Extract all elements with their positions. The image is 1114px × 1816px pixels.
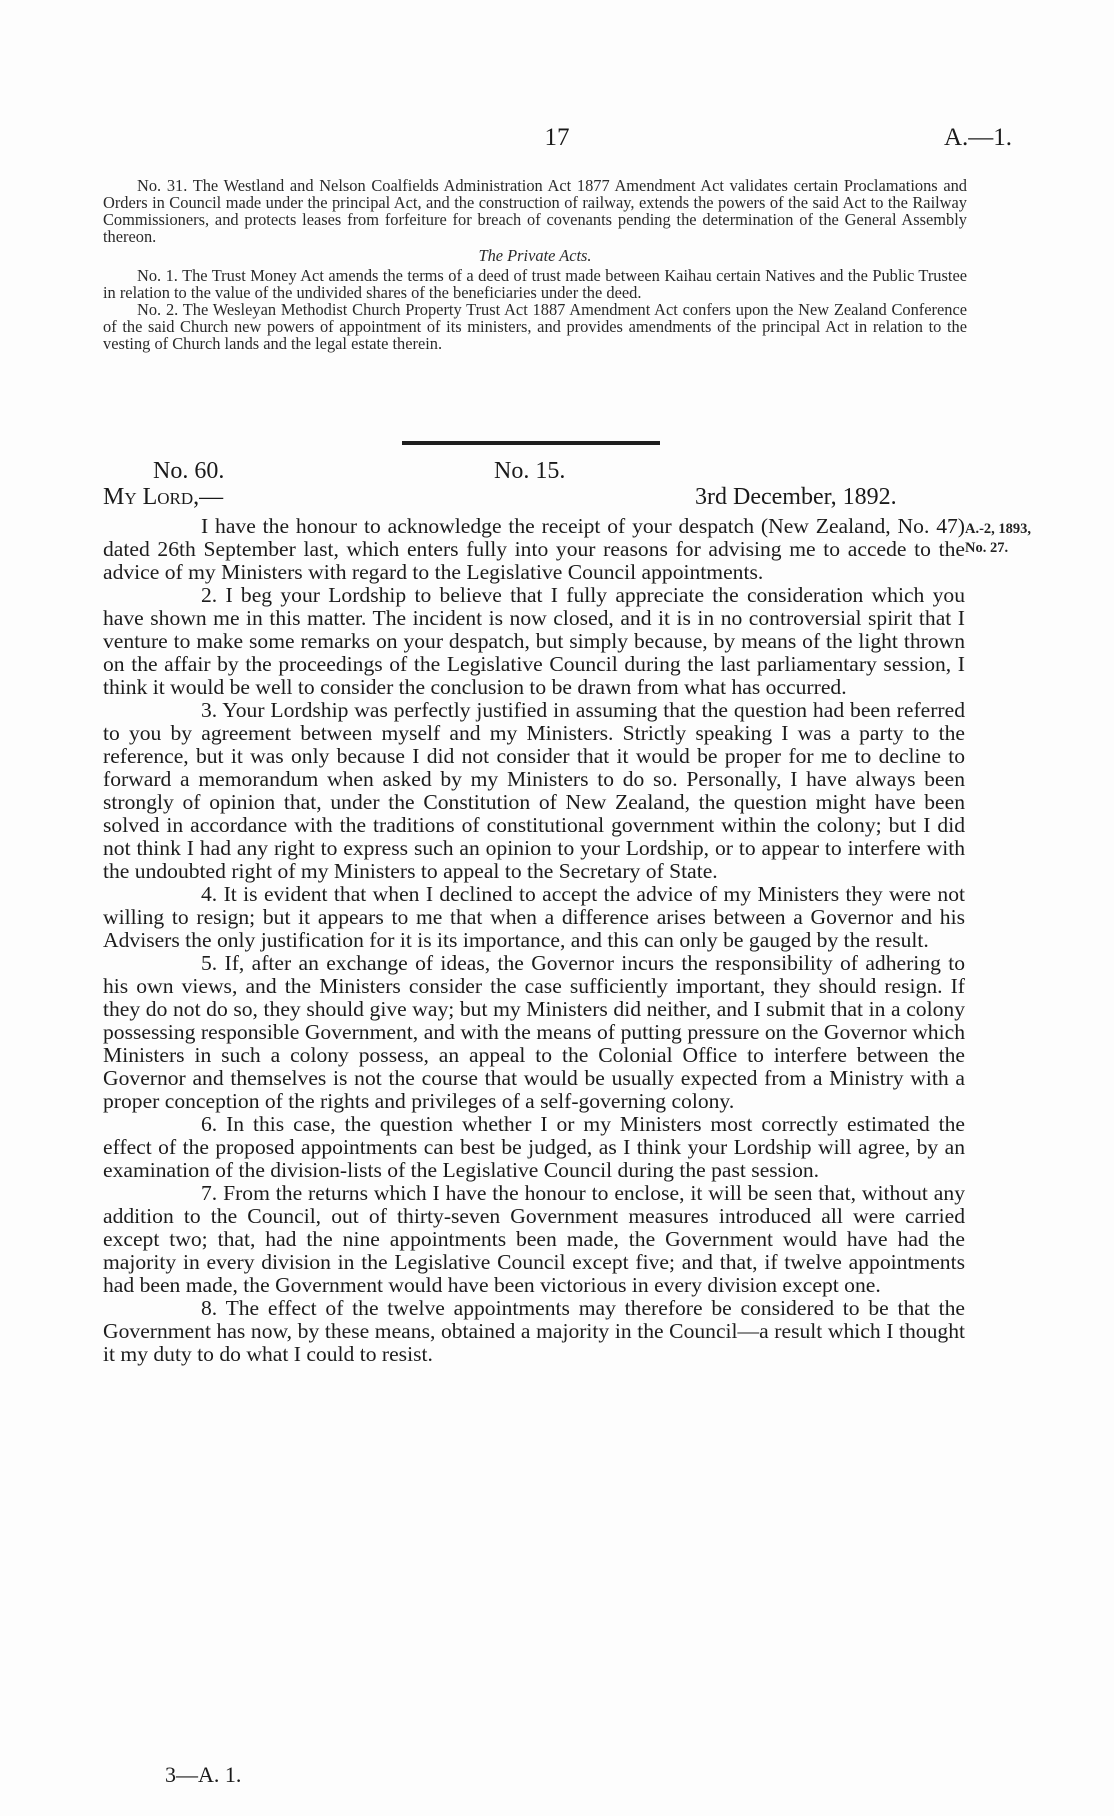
- letter-paragraph-8: 8. The effect of the twelve appointments may therefore be considered to be that the Government has now, by these means, obtained a majority in the Council—a result which I thought it my duty to do what I could to resist.: [103, 1296, 965, 1366]
- salutation: My Lord,—: [103, 484, 224, 510]
- margin-reference-line1: A.-2, 1893,: [965, 521, 1032, 537]
- act-no31-paragraph: No. 31. The Westland and Nelson Coalfields Administration Act 1877 Amendment Act validates certain Proclamations and Orders in Council made under the principal Act, and the construction of railway, extends the powers of the said Act to the Railway Commissioners, and protects leases from forfeiture for breach of covenants pending the determination of the General Assembly thereon.: [103, 176, 967, 246]
- letter-sub-number: No. 15.: [494, 458, 566, 484]
- letter-body: [103, 515, 965, 1366]
- section-divider: [402, 441, 660, 445]
- margin-reference-line2: No. 27.: [965, 540, 1009, 556]
- private-acts-heading: The Private Acts.: [478, 246, 592, 265]
- letter-date: 3rd December, 1892.: [695, 484, 897, 510]
- letter-number: No. 60.: [153, 458, 225, 484]
- letter-paragraph-6: 6. In this case, the question whether I or my Ministers most correctly estimated the effect of the proposed appointments can best be judged, as I think your Lordship will agree, by an examination of the division-lists of the Legislative Council during the past session.: [103, 1112, 965, 1182]
- page-signature: 3—A. 1.: [165, 1762, 242, 1787]
- letter-paragraph-7: 7. From the returns which I have the honour to enclose, it will be seen that, without any addition to the Council, out of thirty-seven Government measures introduced all were carried except two; that, had the nine appointments been made, the Government would have had the majority in every division in the Legislative Council except five; and that, if twelve appointments had been made, the Government would have been victorious in every division except one.: [103, 1181, 965, 1297]
- private-act-no2-paragraph: No. 2. The Wesleyan Methodist Church Property Trust Act 1887 Amendment Act confers upon the New Zealand Conference of the said Church new powers of appointment of its ministers, and provides amendments of the principal Act in relation to the vesting of Church lands and the legal estate therein.: [103, 300, 967, 353]
- page-number: 17: [544, 124, 570, 151]
- private-act-no1-paragraph: No. 1. The Trust Money Act amends the terms of a deed of trust made between Kaihau certain Natives and the Public Trustee in relation to the value of the undivided shares of the beneficiaries under the deed.: [103, 266, 967, 302]
- letter-paragraph-3: 3. Your Lordship was perfectly justified in assuming that the question had been referred to you by agreement between myself and my Ministers. Strictly speaking I was a party to the reference, but it was only because I did not consider that it would be proper for me to decline to forward a memorandum when asked by my Ministers to do so. Personally, I have always been strongly of opinion that, under the Constitution of New Zealand, the question might have been solved in accordance with the traditions of constitutional government within the colony; but I did not think I had any right to express such an opinion to your Lordship, or to appear to interfere with the undoubted right of my Ministers to appeal to the Secretary of State.: [103, 698, 965, 883]
- letter-paragraph-4: 4. It is evident that when I declined to accept the advice of my Ministers they were not willing to resign; but it appears to me that when a difference arises between a Governor and his Advisers the only justification for it is its importance, and this can only be gauged by the result.: [103, 882, 965, 952]
- letter-paragraph-1: I have the honour to acknowledge the receipt of your despatch (New Zealand, No. 47) dated 26th September last, which enters fully into your reasons for advising me to accede to the advice of my Ministers with regard to the Legislative Council appointments.: [103, 514, 965, 584]
- margin-reference: [965, 520, 1031, 558]
- letter-paragraph-2: 2. I beg your Lordship to believe that I fully appreciate the consideration which you have shown me in this matter. The incident is now closed, and it is in no controversial spirit that I venture to make some remarks on your despatch, but simply because, by means of the light thrown on the affair by the proceedings of the Legislative Council during the last parliamentary session, I think it would be well to consider the conclusion to be drawn from what has occurred.: [103, 583, 965, 699]
- document-reference: A.—1.: [943, 124, 1012, 151]
- acts-summary: [103, 177, 967, 352]
- letter-paragraph-5: 5. If, after an exchange of ideas, the Governor incurs the responsibility of adhering to his own views, and the Ministers consider the case sufficiently important, they should resign. If they do not do so, they should give way; but my Ministers did neither, and I submit that in a colony possessing responsible Government, and with the means of putting pressure on the Governor which Ministers in such a colony possess, an appeal to the Colonial Office to interfere between the Governor and themselves is not the course that would be usually expected from a Ministry with a proper conception of the rights and privileges of a self-governing colony.: [103, 951, 965, 1113]
